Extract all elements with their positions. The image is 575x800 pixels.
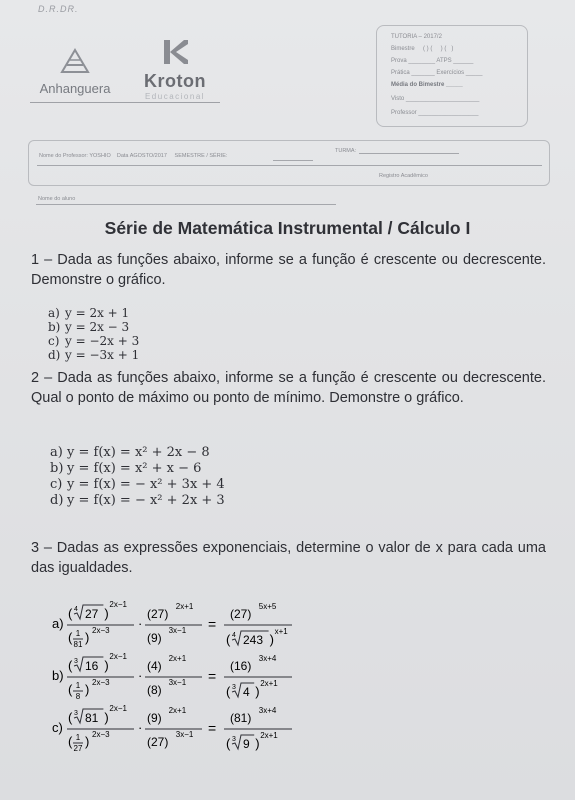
list-item: c) y = f(x) = − x² + 3x + 4 — [50, 477, 225, 492]
root-index: 4 — [232, 632, 236, 639]
small-fraction-num: 1 — [75, 733, 81, 742]
dot-operator: · — [138, 720, 143, 735]
base: (8) — [147, 683, 162, 697]
atps-label: ATPS — [436, 58, 452, 64]
list-item: b) y = f(x) = x² + x − 6 — [50, 461, 202, 476]
base: (9) — [147, 631, 162, 645]
turma-line — [359, 153, 459, 154]
question-2-items — [50, 445, 225, 509]
root-radicand: 16 — [85, 659, 99, 673]
equation-label: b) — [52, 668, 64, 683]
student-name-line — [36, 204, 336, 205]
paren-close: ) — [104, 658, 109, 673]
root-radicand: 4 — [243, 685, 250, 699]
dot-operator: · — [138, 616, 143, 631]
student-info-box — [28, 140, 550, 186]
paren-close: ) — [255, 736, 260, 751]
exponent: 2x−3 — [92, 626, 110, 635]
root-index: 4 — [74, 606, 78, 613]
paren-close: ) — [269, 632, 274, 647]
paren-close: ) — [255, 684, 260, 699]
question-1-items — [48, 306, 139, 362]
date-field: Data AGOSTO/2017 — [116, 153, 167, 159]
student-name-label: Nome do aluno — [38, 196, 76, 202]
equation-label: a) — [52, 616, 64, 631]
exponent: 2x+1 — [168, 706, 187, 715]
exponent: 3x−1 — [168, 678, 187, 687]
handwritten-note: D.R.DR. — [38, 4, 79, 14]
list-item: d) y = f(x) = − x² + 2x + 3 — [50, 493, 225, 508]
base: (9) — [147, 711, 162, 725]
info-divider — [37, 165, 542, 166]
exponent: 2x+1 — [260, 731, 278, 740]
exponent: 2x+1 — [168, 654, 187, 663]
exponent: 2x−3 — [92, 730, 110, 739]
exponent: 3x−1 — [168, 626, 187, 635]
root-index: 3 — [232, 684, 236, 691]
exponent: 2x−1 — [109, 704, 127, 713]
bimestre-label: Bimestre — [391, 46, 415, 52]
pratica-label: Prática — [391, 70, 410, 76]
exponential-equation — [52, 598, 352, 652]
list-item: a) y = f(x) = x² + 2x − 8 — [50, 445, 210, 460]
paren-close: ) — [85, 682, 90, 697]
base: (27) — [147, 607, 169, 621]
question-2 — [31, 368, 546, 408]
kroton-logo — [130, 38, 220, 101]
exponent: x+1 — [274, 627, 288, 636]
exponent: 2x+1 — [260, 679, 278, 688]
paren-open: ( — [68, 630, 73, 645]
exponent: 3x−1 — [175, 730, 194, 739]
logo-divider — [30, 102, 220, 103]
root-index: 3 — [232, 736, 236, 743]
base: (16) — [230, 659, 252, 673]
anhanguera-logo — [30, 48, 120, 96]
small-fraction-den: 27 — [73, 744, 83, 753]
paren-close: ) — [85, 630, 90, 645]
turma-label: TURMA: — [335, 148, 357, 154]
equals-sign: = — [208, 720, 217, 736]
kroton-subtitle: Educacional — [144, 92, 206, 101]
exponent: 2x−1 — [109, 600, 127, 609]
visto-label: Visto — [391, 96, 405, 102]
exponent: 3x+4 — [258, 654, 277, 663]
page-title: Série de Matemática Instrumental / Cálculo I — [104, 218, 471, 238]
paren-open: ( — [68, 658, 73, 673]
media-label: Média do Bimestre — [391, 82, 445, 88]
paren-close: ) — [104, 606, 109, 621]
logo-area — [30, 38, 230, 108]
dot-operator: · — [138, 668, 143, 683]
root-radicand: 81 — [85, 711, 99, 725]
small-fraction-den: 8 — [75, 692, 81, 701]
base: (27) — [147, 735, 169, 749]
paren-open: ( — [68, 734, 73, 749]
question-3-text: 3 – Dadas as expressões exponenciais, determine o valor de x para cada uma das igualdades. — [31, 540, 546, 576]
paren-open: ( — [226, 736, 231, 751]
exponent: 2x−3 — [92, 678, 110, 687]
root-radicand: 243 — [243, 633, 264, 647]
anhanguera-icon — [60, 48, 90, 74]
list-item: a) y = 2x + 1 — [48, 306, 130, 320]
paren-open: ( — [226, 684, 231, 699]
exponent: 5x+5 — [258, 602, 277, 611]
small-fraction-num: 1 — [75, 629, 81, 638]
paren-close: ) — [104, 710, 109, 725]
question-3 — [31, 538, 546, 578]
semester-line — [273, 160, 313, 161]
equals-sign: = — [208, 616, 217, 632]
exponential-equation — [52, 650, 352, 704]
professor-label: Professor — [391, 110, 417, 116]
registro-label: Registro Acadêmico — [379, 173, 428, 179]
exponent: 2x+1 — [175, 602, 194, 611]
prova-label: Prova — [391, 58, 407, 64]
anhanguera-name: Anhanguera — [39, 81, 111, 96]
question-2-text: 2 – Dada as funções abaixo, informe se a função é crescente ou decrescente. Qual o ponto de máximo ou ponto de mínimo. Demonstre o gráfico. — [31, 370, 546, 406]
professor-name: Nome do Professor: YOSHIO — [39, 153, 111, 159]
exponential-equation — [52, 702, 352, 756]
root-index: 3 — [74, 710, 78, 717]
paren-open: ( — [68, 710, 73, 725]
base: (27) — [230, 607, 252, 621]
list-item: c) y = −2x + 3 — [48, 334, 140, 348]
base: (81) — [230, 711, 252, 725]
small-fraction-den: 81 — [73, 640, 83, 649]
exponent: 2x−1 — [109, 652, 127, 661]
equals-sign: = — [208, 668, 217, 684]
paren-close: ) — [85, 734, 90, 749]
root-radicand: 9 — [243, 737, 250, 751]
kroton-name: Kroton — [144, 71, 206, 91]
equation-label: c) — [52, 720, 63, 735]
grade-title: TUTORIA – 2017/2 — [391, 34, 442, 40]
root-radicand: 27 — [85, 607, 99, 621]
exercicios-label: Exercícios — [436, 70, 465, 76]
semester-label: SEMESTRE / SÉRIE: — [174, 153, 228, 159]
kroton-icon — [160, 38, 190, 66]
grade-box: TUTORIA – 2017/2 Bimestre ( ) ( ) ( ) Prova ________ ATPS ______ Prática _______ Exercícios _____ Média do Bimestre _____ Visto ______________________ Professor __________________ — [376, 25, 528, 127]
paren-open: ( — [226, 632, 231, 647]
list-item: d) y = −3x + 1 — [48, 348, 140, 362]
exponent: 3x+4 — [258, 706, 277, 715]
paren-open: ( — [68, 606, 73, 621]
small-fraction-num: 1 — [75, 681, 81, 690]
question-1 — [31, 250, 546, 290]
list-item: b) y = 2x − 3 — [48, 320, 130, 334]
question-1-text: 1 – Dada as funções abaixo, informe se a função é crescente ou decrescente. Demonstre o gráfico. — [31, 252, 546, 288]
base: (4) — [147, 659, 162, 673]
root-index: 3 — [74, 658, 78, 665]
paren-open: ( — [68, 682, 73, 697]
